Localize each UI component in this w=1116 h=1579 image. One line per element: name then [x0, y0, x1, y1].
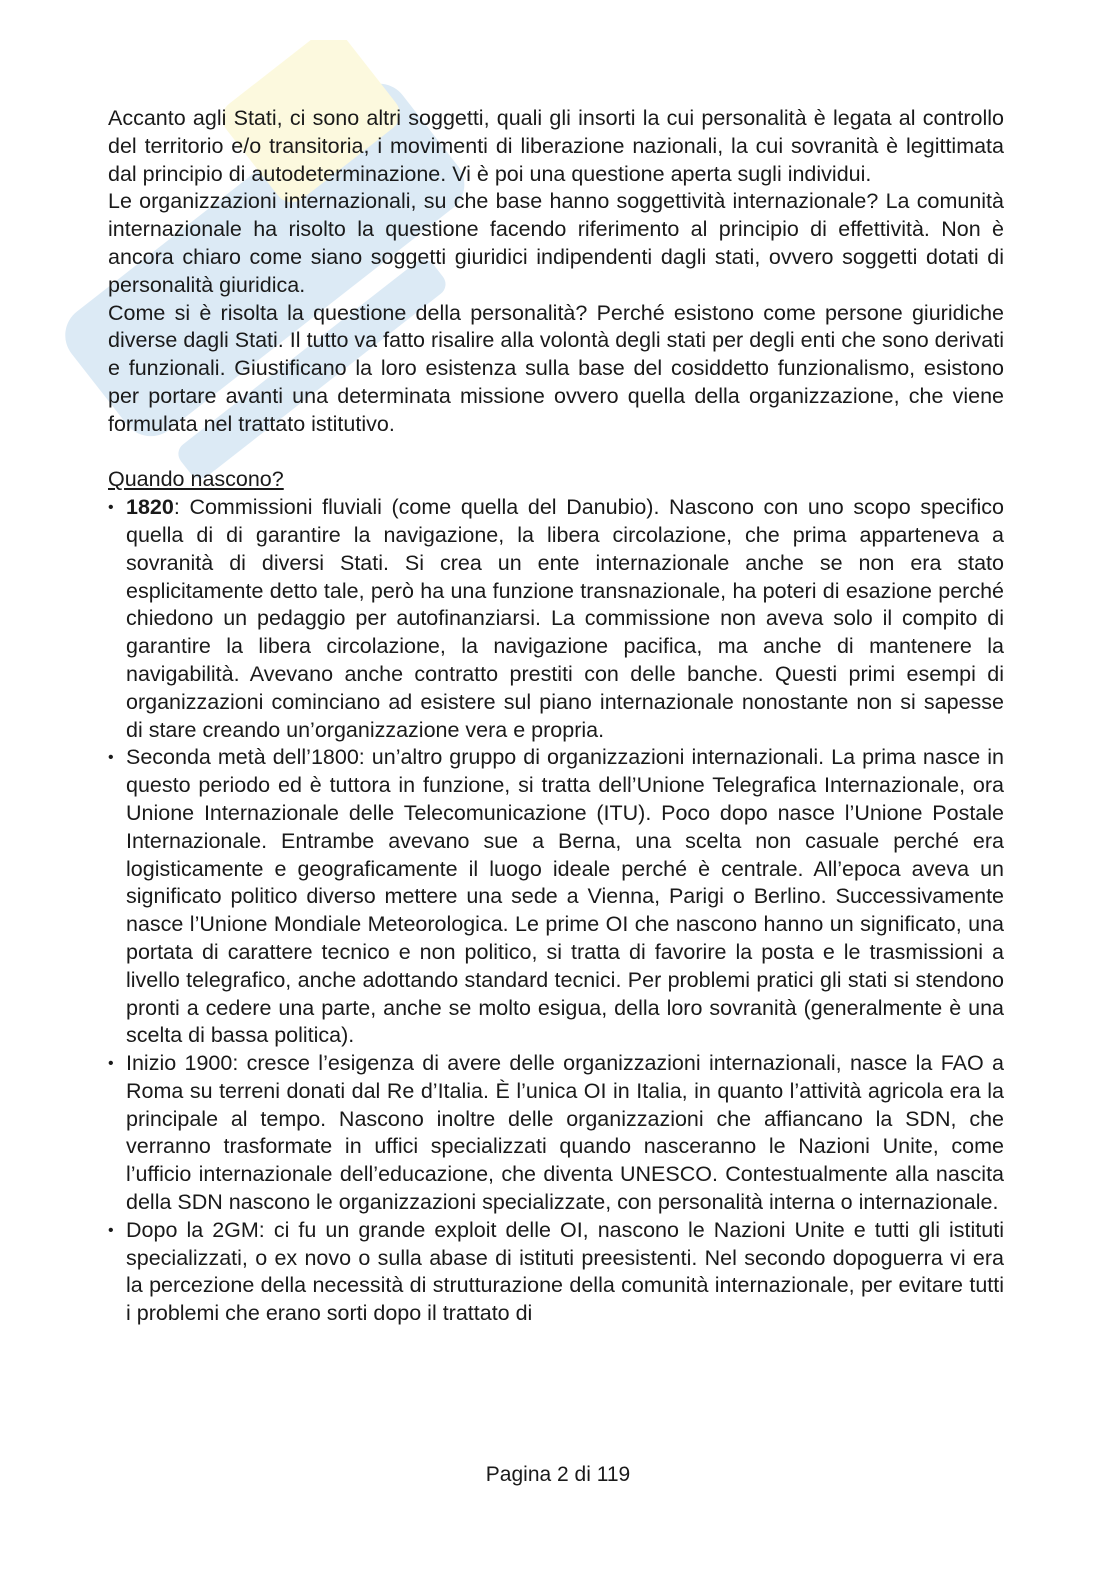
list-item-text: Dopo la 2GM: ci fu un grande exploit delle OI, nascono le Nazioni Unite e tutti gli istituti specializzati, o ex novo o sulla abase di istituti preesistenti. Nel secondo dopoguerra vi era la percezione della necessità di strutturazione della comunità internazionale, per evitare tutti i problemi che erano sorti dopo il trattato di — [126, 1217, 1004, 1326]
paragraph-soggetti: Accanto agli Stati, ci sono altri soggetti, quali gli insorti la cui personalità è legata al controllo del territorio e/o transitoria, i movimenti di liberazione nazionali, la cui sovranità è legittimata dal principio di autodeterminazione. Vi è poi una questione aperta sugli individui. — [108, 106, 1004, 186]
list-item-text: Inizio 1900: cresce l’esigenza di avere delle organizzazioni internazionali, nasce la FAO a Roma su terreni donati dal Re d’Italia. È l’unica OI in Italia, in quanto l’attività agricola era la principale al tempo. Nascono inoltre delle organizzazioni che affiancano la SDN, che verranno trasformate in uffici specializzati quando nasceranno le Nazioni Unite, come l’ufficio internazionale dell’educazione, che diventa UNESCO. Contestualmente alla nascita della SDN nascono le organizzazioni specializzate, con personalità interna o internazionale. — [126, 1051, 1004, 1215]
section-heading: Quando nascono? — [108, 467, 284, 492]
list-item-text: : Commissioni fluviali (come quella del Danubio). Nascono con uno scopo specifico quella di di garantire la navigazione, la libera circolazione, che prima apparteneva a sovranità di diversi Stati. Si crea un ente internazionale anche se non era stato esplicitamente detto tale, però ha una funzione transnazionale, ha poteri di esazione perché chiedono un pedaggio per autofinanziarsi. La commissione non aveva solo il compito di garantire la libera circolazione, la navigazione pacifica, ma anche di mantenere la navigabilità. Avevano anche contratto prestiti con delle banche. Questi primi esempi di organizzazioni cominciano ad esistere sul piano internazionale nonostante non si sapesse di stare creando un’organizzazione vera e propria. — [126, 495, 1004, 742]
bullet-marker: • — [108, 1221, 114, 1239]
list-item-lead: 1820 — [126, 495, 174, 520]
bullet-list — [108, 494, 1004, 1328]
paragraph-organizzazioni: Le organizzazioni internazionali, su che base hanno soggettività internazionale? La comunità internazionale ha risolto la questione facendo riferimento al principio di effettività. Non è ancora chiaro come siano soggetti giuridici indipendenti dagli stati, ovvero soggetti dotati di personalità giuridica. — [108, 189, 1004, 297]
bullet-marker: • — [108, 749, 114, 767]
list-item — [108, 744, 1004, 1050]
list-item — [108, 494, 1004, 744]
section-spacer — [108, 439, 1004, 467]
page-number: Pagina 2 di 119 — [485, 1463, 631, 1486]
paragraph-personalita: Come si è risolta la questione della personalità? Perché esistono come persone giuridiche diverse dagli Stati. Il tutto va fatto risalire alla volontà degli stati per degli enti che sono derivati e funzionali. Giustificano la loro esistenza sulla base del cosiddetto funzionalismo, esistono per portare avanti una determinata missione ovvero quella della organizzazione, che viene formulata nel trattato istitutivo. — [108, 300, 1004, 436]
page-footer — [0, 1463, 1116, 1487]
bullet-marker: • — [108, 1055, 114, 1073]
list-item-text: Seconda metà dell’1800: un’altro gruppo di organizzazioni internazionali. La prima nasce in questo periodo ed è tuttora in funzione, si tratta dell’Unione Telegrafica Internazionale, ora Unione Internazionale delle Telecomunicazione (ITU). Poco dopo nasce l’Unione Postale Internazionale. Entrambe avevano sue a Berna, una scelta non casuale perché era logisticamente e geograficamente il luogo ideale perché è centrale. All’epoca aveva un significato politico diverso mettere una sede a Vienna, Parigi o Berlino. Successivamente nasce l’Unione Mondiale Meteorologica. Le prime OI che nascono hanno un significato, una portata di carattere tecnico e non politico, si tratta di favorire la posta e le trasmissioni a livello telegrafico, anche adottando standard tecnici. Per problemi pratici gli stati si stendono pronti a cedere una parte, anche se molto esigua, della loro sovranità (generalmente è una scelta di bassa politica). — [126, 745, 1004, 1048]
list-item — [108, 1217, 1004, 1328]
bullet-marker: • — [108, 499, 114, 517]
page-body — [108, 105, 1004, 1328]
list-item — [108, 1050, 1004, 1217]
